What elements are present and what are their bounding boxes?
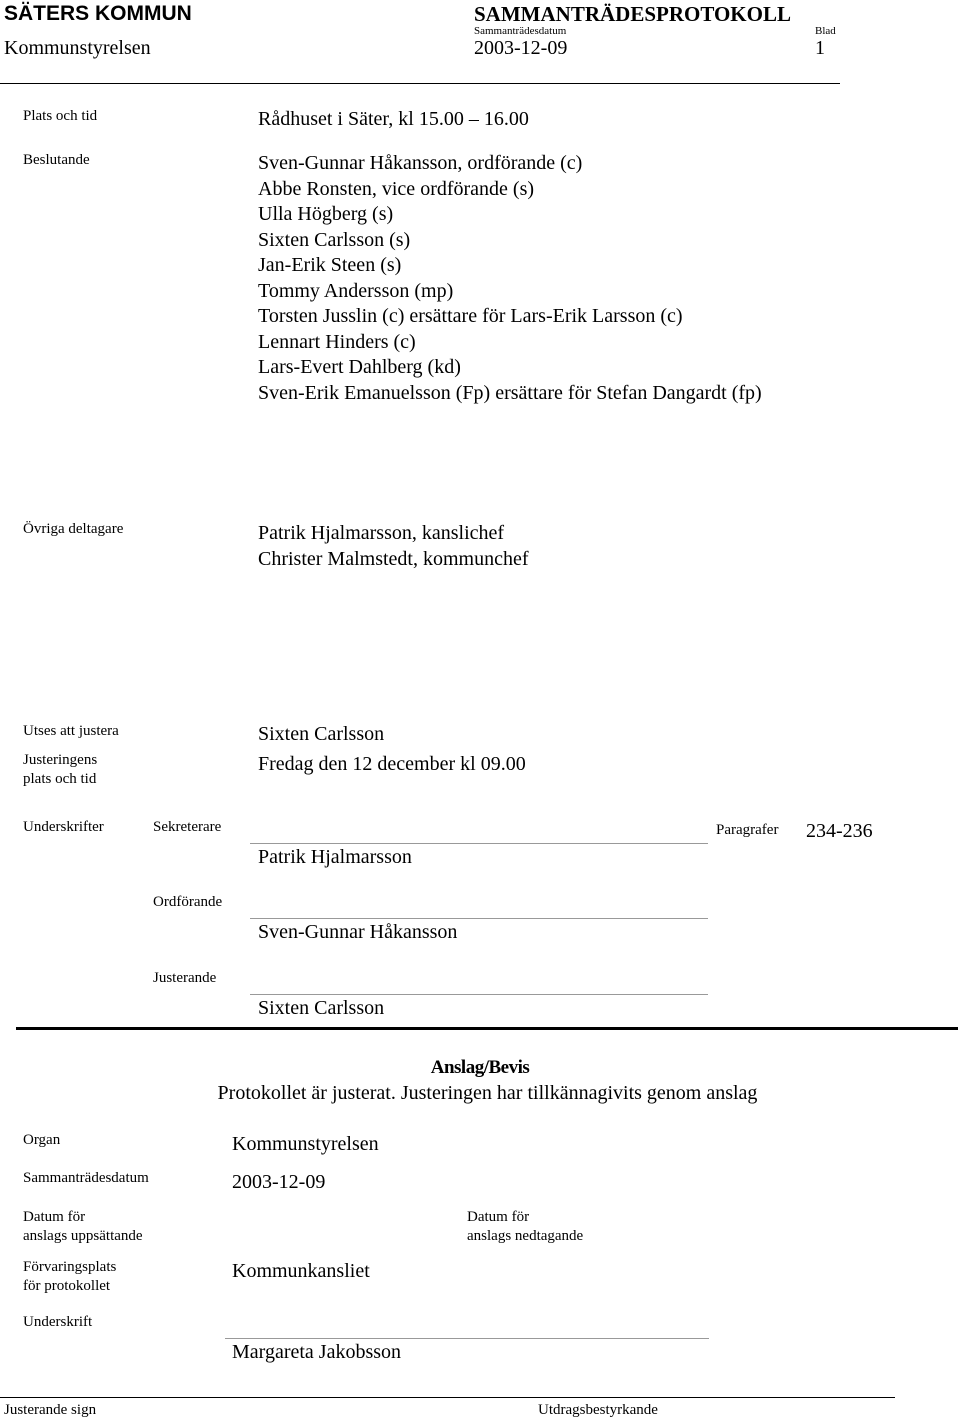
adjuster-label: Utses att justera <box>23 723 119 739</box>
organ-label: Organ <box>23 1132 61 1148</box>
posted-date-label-2: anslags uppsättande <box>23 1228 143 1244</box>
signature-adjuster-label: Justerande <box>153 970 217 986</box>
chair-label: Ordförande <box>153 894 223 910</box>
deciders-label: Beslutande <box>23 152 90 168</box>
chair-name: Sven-Gunnar Håkansson <box>258 921 458 943</box>
signatures-label: Underskrifter <box>23 819 104 835</box>
storage-label-2: för protokollet <box>23 1278 111 1294</box>
secretary-label: Sekreterare <box>153 819 222 835</box>
organ-value: Kommunstyrelsen <box>232 1133 379 1155</box>
place-value: Rådhuset i Säter, kl 15.00 – 16.00 <box>258 108 529 130</box>
signature-adjuster-name: Sixten Carlsson <box>258 997 385 1019</box>
decider-entry: Jan-Erik Steen (s) <box>258 254 402 276</box>
decider-entry: Sven-Erik Emanuelsson (Fp) ersättare för Stefan Dangardt (fp) <box>258 381 762 404</box>
decider-entry: Tommy Andersson (mp) <box>258 279 454 302</box>
paragraphs-label: Paragrafer <box>716 822 779 838</box>
meeting-date: 2003-12-09 <box>474 37 568 59</box>
notice-title: Anslag/Bevis <box>430 1057 530 1078</box>
adjust-place-label-1: Justeringens <box>23 752 98 768</box>
page-number: 1 <box>815 37 825 59</box>
notice-date-value: 2003-12-09 <box>232 1171 326 1193</box>
page-label: Blad <box>815 25 836 37</box>
other-participant: Patrik Hjalmarsson, kanslichef <box>258 522 505 544</box>
adjuster-signature-line <box>250 994 708 995</box>
place-label: Plats och tid <box>23 108 98 124</box>
decider-entry: Sixten Carlsson (s) <box>258 228 411 251</box>
others-list <box>258 521 529 572</box>
deciders-list <box>258 151 762 406</box>
document-type: SAMMANTRÄDESPROTOKOLL <box>474 2 791 26</box>
adjust-place-value: Fredag den 12 december kl 09.00 <box>258 753 526 775</box>
removed-date-label-1: Datum för <box>467 1209 530 1225</box>
footer-adjuster-sign: Justerande sign <box>4 1402 97 1418</box>
decider-entry: Ulla Högberg (s) <box>258 203 394 225</box>
notice-signature-line <box>225 1338 709 1339</box>
signature-label: Underskrift <box>23 1314 93 1330</box>
header-divider <box>0 83 840 84</box>
posted-date-label-1: Datum för <box>23 1209 86 1225</box>
storage-value: Kommunkansliet <box>232 1260 370 1282</box>
municipality-name: SÄTERS KOMMUN <box>4 2 192 25</box>
notice-date-label: Sammanträdesdatum <box>23 1170 149 1186</box>
adjuster-value: Sixten Carlsson <box>258 723 385 745</box>
section-divider <box>16 1027 958 1030</box>
removed-date-label-2: anslags nedtagande <box>467 1228 584 1244</box>
others-label: Övriga deltagare <box>23 521 124 537</box>
meeting-date-label: Sammanträdesdatum <box>474 25 567 37</box>
paragraphs-value: 234-236 <box>806 820 873 842</box>
secretary-name: Patrik Hjalmarsson <box>258 846 412 868</box>
decider-entry: Lars-Evert Dahlberg (kd) <box>258 356 461 378</box>
decider-entry: Lennart Hinders (c) <box>258 330 416 353</box>
storage-label-1: Förvaringsplats <box>23 1259 117 1275</box>
secretary-signature-line <box>250 843 708 844</box>
notice-text: Protokollet är justerat. Justeringen har tillkännagivits genom anslag <box>217 1082 758 1104</box>
footer-divider <box>0 1397 895 1398</box>
committee-name: Kommunstyrelsen <box>4 37 151 59</box>
adjust-place-label-2: plats och tid <box>23 771 97 787</box>
signer-name: Margareta Jakobsson <box>232 1341 402 1363</box>
footer-certification: Utdragsbestyrkande <box>538 1402 658 1418</box>
other-participant: Christer Malmstedt, kommunchef <box>258 547 529 570</box>
decider-entry: Sven-Gunnar Håkansson, ordförande (c) <box>258 152 583 174</box>
decider-entry: Abbe Ronsten, vice ordförande (s) <box>258 177 535 200</box>
decider-entry: Torsten Jusslin (c) ersättare för Lars-Erik Larsson (c) <box>258 305 683 327</box>
chair-signature-line <box>250 918 708 919</box>
